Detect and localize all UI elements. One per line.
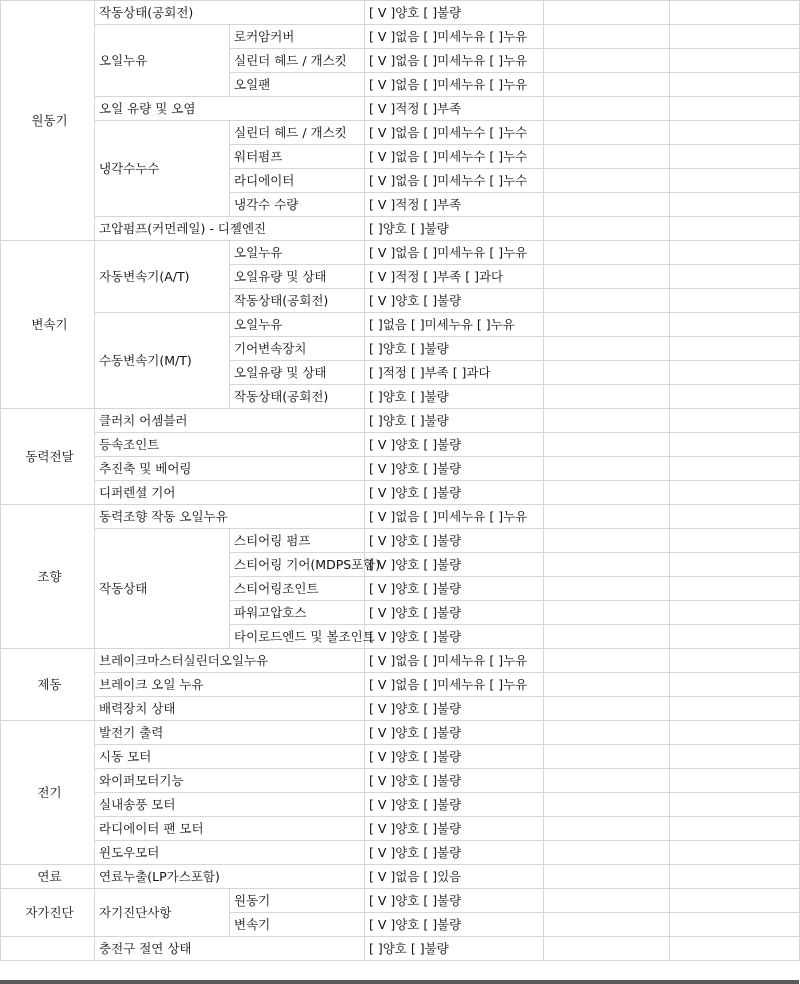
item-label: 디퍼렌셜 기어	[95, 481, 365, 505]
empty-cell	[544, 409, 670, 433]
item-label: 클러치 어셈블러	[95, 409, 365, 433]
item-label: 브레이크마스터실린더오일누유	[95, 649, 365, 673]
sub-item-label: 오일팬	[230, 73, 365, 97]
empty-cell	[544, 97, 670, 121]
empty-cell	[544, 745, 670, 769]
empty-cell	[544, 49, 670, 73]
item-label: 시동 모터	[95, 745, 365, 769]
empty-cell	[670, 889, 800, 913]
empty-cell	[670, 841, 800, 865]
empty-cell	[544, 241, 670, 265]
empty-cell	[544, 673, 670, 697]
empty-cell	[544, 481, 670, 505]
category-blank	[1, 937, 95, 961]
item-label: 윈도우모터	[95, 841, 365, 865]
sub-item-label: 스티어링조인트	[230, 577, 365, 601]
empty-cell	[670, 865, 800, 889]
item-label: 충전구 절연 상태	[95, 937, 365, 961]
sub-item-label: 오일누유	[230, 313, 365, 337]
bottom-edge-bar	[0, 980, 799, 984]
empty-cell	[670, 481, 800, 505]
status-cell[interactable]: [ V ]양호 [ ]불량	[365, 433, 544, 457]
status-cell[interactable]: [ V ]없음 [ ]미세누유 [ ]누유	[365, 241, 544, 265]
sub-item-label: 오일유량 및 상태	[230, 361, 365, 385]
empty-cell	[544, 769, 670, 793]
status-cell[interactable]: [ ]양호 [ ]불량	[365, 385, 544, 409]
status-cell[interactable]: [ V ]양호 [ ]불량	[365, 697, 544, 721]
empty-cell	[670, 1, 800, 25]
empty-cell	[670, 553, 800, 577]
empty-cell	[670, 601, 800, 625]
status-cell[interactable]: [ ]적정 [ ]부족 [ ]과다	[365, 361, 544, 385]
status-cell[interactable]: [ V ]양호 [ ]불량	[365, 913, 544, 937]
status-cell[interactable]: [ V ]양호 [ ]불량	[365, 481, 544, 505]
empty-cell	[670, 145, 800, 169]
empty-cell	[670, 169, 800, 193]
status-cell[interactable]: [ V ]없음 [ ]미세누수 [ ]누수	[365, 121, 544, 145]
empty-cell	[544, 25, 670, 49]
empty-cell	[670, 73, 800, 97]
sub-item-label: 스티어링 기어(MDPS포함)	[230, 553, 365, 577]
empty-cell	[670, 649, 800, 673]
status-cell[interactable]: [ V ]양호 [ ]불량	[365, 769, 544, 793]
sub-item-label: 타이로드엔드 및 볼조인트	[230, 625, 365, 649]
item-label: 브레이크 오일 누유	[95, 673, 365, 697]
sub-item-label: 실린더 헤드 / 개스킷	[230, 49, 365, 73]
item-label: 자기진단사항	[95, 889, 230, 937]
item-label: 수동변속기(M/T)	[95, 313, 230, 409]
status-cell[interactable]: [ V ]양호 [ ]불량	[365, 553, 544, 577]
empty-cell	[544, 169, 670, 193]
category-fuel: 연료	[1, 865, 95, 889]
status-cell[interactable]: [ V ]없음 [ ]미세누유 [ ]누유	[365, 673, 544, 697]
item-label: 연료누출(LP가스포함)	[95, 865, 365, 889]
empty-cell	[544, 577, 670, 601]
empty-cell	[670, 769, 800, 793]
empty-cell	[670, 265, 800, 289]
sub-item-label: 라디에이터	[230, 169, 365, 193]
item-label: 고압펌프(커먼레일) - 디젤엔진	[95, 217, 365, 241]
empty-cell	[544, 313, 670, 337]
empty-cell	[544, 553, 670, 577]
empty-cell	[670, 793, 800, 817]
status-cell[interactable]: [ V ]없음 [ ]미세누유 [ ]누유	[365, 649, 544, 673]
sub-item-label: 변속기	[230, 913, 365, 937]
status-cell[interactable]: [ V ]없음 [ ]미세누유 [ ]누유	[365, 73, 544, 97]
item-label: 동력조향 작동 오일누유	[95, 505, 365, 529]
status-cell[interactable]: [ V ]양호 [ ]불량	[365, 457, 544, 481]
empty-cell	[544, 121, 670, 145]
empty-cell	[544, 529, 670, 553]
empty-cell	[544, 145, 670, 169]
status-cell[interactable]: [ V ]양호 [ ]불량	[365, 841, 544, 865]
empty-cell	[544, 889, 670, 913]
empty-cell	[670, 625, 800, 649]
empty-cell	[670, 361, 800, 385]
item-label: 오일 유량 및 오염	[95, 97, 365, 121]
empty-cell	[544, 817, 670, 841]
empty-cell	[544, 649, 670, 673]
item-label: 작동상태(공회전)	[95, 1, 365, 25]
sub-item-label: 파워고압호스	[230, 601, 365, 625]
empty-cell	[544, 913, 670, 937]
empty-cell	[544, 1, 670, 25]
status-cell[interactable]: [ V ]양호 [ ]불량	[365, 889, 544, 913]
status-cell[interactable]: [ V ]양호 [ ]불량	[365, 289, 544, 313]
item-label: 실내송풍 모터	[95, 793, 365, 817]
item-label: 라디에이터 팬 모터	[95, 817, 365, 841]
status-cell[interactable]: [ ]양호 [ ]불량	[365, 409, 544, 433]
empty-cell	[544, 337, 670, 361]
item-label: 와이퍼모터기능	[95, 769, 365, 793]
status-cell[interactable]: [ V ]양호 [ ]불량	[365, 817, 544, 841]
empty-cell	[544, 505, 670, 529]
status-cell[interactable]: [ V ]없음 [ ]미세누수 [ ]누수	[365, 145, 544, 169]
empty-cell	[544, 865, 670, 889]
status-cell[interactable]: [ V ]없음 [ ]있음	[365, 865, 544, 889]
empty-cell	[670, 745, 800, 769]
empty-cell	[544, 193, 670, 217]
sub-item-label: 스티어링 펌프	[230, 529, 365, 553]
empty-cell	[670, 817, 800, 841]
empty-cell	[544, 793, 670, 817]
status-cell[interactable]: [ V ]없음 [ ]미세누유 [ ]누유	[365, 49, 544, 73]
empty-cell	[544, 457, 670, 481]
status-cell[interactable]: [ V ]양호 [ ]불량	[365, 529, 544, 553]
empty-cell	[670, 721, 800, 745]
empty-cell	[670, 913, 800, 937]
status-cell[interactable]: [ ]양호 [ ]불량	[365, 337, 544, 361]
empty-cell	[670, 673, 800, 697]
status-cell[interactable]: [ ]양호 [ ]불량	[365, 937, 544, 961]
item-label: 냉각수누수	[95, 121, 230, 217]
item-label: 발전기 출력	[95, 721, 365, 745]
empty-cell	[670, 433, 800, 457]
empty-cell	[544, 73, 670, 97]
empty-cell	[544, 217, 670, 241]
empty-cell	[670, 697, 800, 721]
empty-cell	[544, 265, 670, 289]
status-cell[interactable]: [ ]양호 [ ]불량	[365, 217, 544, 241]
empty-cell	[670, 193, 800, 217]
category-braking: 제동	[1, 649, 95, 721]
status-cell[interactable]: [ V ]양호 [ ]불량	[365, 577, 544, 601]
category-engine: 원동기	[1, 1, 95, 241]
sub-item-label: 냉각수 수량	[230, 193, 365, 217]
status-cell[interactable]: [ V ]없음 [ ]미세누수 [ ]누수	[365, 169, 544, 193]
empty-cell	[670, 385, 800, 409]
empty-cell	[544, 289, 670, 313]
empty-cell	[670, 337, 800, 361]
empty-cell	[544, 361, 670, 385]
item-label: 오일누유	[95, 25, 230, 97]
empty-cell	[544, 385, 670, 409]
empty-cell	[670, 505, 800, 529]
status-cell[interactable]: [ V ]양호 [ ]불량	[365, 793, 544, 817]
empty-cell	[544, 721, 670, 745]
status-cell[interactable]: [ V ]없음 [ ]미세누유 [ ]누유	[365, 25, 544, 49]
empty-cell	[670, 937, 800, 961]
sub-item-label: 실린더 헤드 / 개스킷	[230, 121, 365, 145]
item-label: 자동변속기(A/T)	[95, 241, 230, 313]
status-cell[interactable]: [ V ]양호 [ ]불량	[365, 625, 544, 649]
empty-cell	[670, 217, 800, 241]
status-cell[interactable]: [ V ]없음 [ ]미세누유 [ ]누유	[365, 505, 544, 529]
category-electrical: 전기	[1, 721, 95, 865]
status-cell[interactable]: [ V ]적정 [ ]부족	[365, 97, 544, 121]
empty-cell	[544, 601, 670, 625]
empty-cell	[544, 433, 670, 457]
empty-cell	[670, 49, 800, 73]
empty-cell	[670, 409, 800, 433]
empty-cell	[544, 625, 670, 649]
sub-item-label: 원동기	[230, 889, 365, 913]
status-cell[interactable]: [ V ]양호 [ ]불량	[365, 601, 544, 625]
empty-cell	[670, 457, 800, 481]
empty-cell	[544, 697, 670, 721]
item-label: 작동상태	[95, 529, 230, 649]
sub-item-label: 오일누유	[230, 241, 365, 265]
empty-cell	[544, 841, 670, 865]
empty-cell	[670, 97, 800, 121]
status-cell[interactable]: [ V ]적정 [ ]부족	[365, 193, 544, 217]
empty-cell	[670, 25, 800, 49]
sub-item-label: 로커암커버	[230, 25, 365, 49]
sub-item-label: 워터펌프	[230, 145, 365, 169]
sub-item-label: 작동상태(공회전)	[230, 385, 365, 409]
empty-cell	[544, 937, 670, 961]
empty-cell	[670, 529, 800, 553]
category-self-diagnosis: 자가진단	[1, 889, 95, 937]
empty-cell	[670, 121, 800, 145]
status-cell[interactable]: [ V ]양호 [ ]불량	[365, 721, 544, 745]
empty-cell	[670, 577, 800, 601]
sub-item-label: 기어변속장치	[230, 337, 365, 361]
status-cell[interactable]: [ V ]적정 [ ]부족 [ ]과다	[365, 265, 544, 289]
item-label: 추진축 및 베어링	[95, 457, 365, 481]
sub-item-label: 오일유량 및 상태	[230, 265, 365, 289]
item-label: 배력장치 상태	[95, 697, 365, 721]
status-cell[interactable]: [ V ]양호 [ ]불량	[365, 745, 544, 769]
category-steering: 조향	[1, 505, 95, 649]
status-cell[interactable]: [ ]없음 [ ]미세누유 [ ]누유	[365, 313, 544, 337]
empty-cell	[670, 313, 800, 337]
category-transmission: 변속기	[1, 241, 95, 409]
sub-item-label: 작동상태(공회전)	[230, 289, 365, 313]
category-power-transmission: 동력전달	[1, 409, 95, 505]
empty-cell	[670, 289, 800, 313]
empty-cell	[670, 241, 800, 265]
status-cell[interactable]: [ V ]양호 [ ]불량	[365, 1, 544, 25]
item-label: 등속조인트	[95, 433, 365, 457]
